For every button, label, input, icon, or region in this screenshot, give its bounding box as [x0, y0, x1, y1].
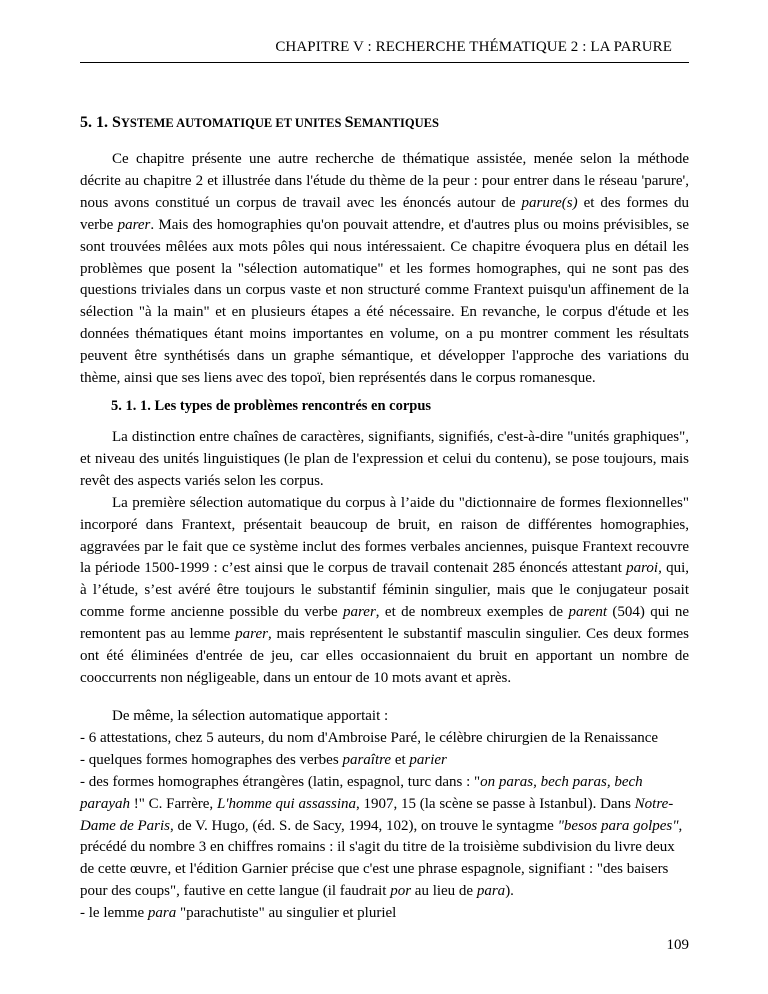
text-run: , de V. Hugo, (éd. S. de Sacy, 1994, 102), on trouve le syntagme [170, 817, 558, 834]
section-number: 5. 1. [80, 114, 112, 131]
italic-term: parer [343, 604, 376, 621]
italic-term: para [476, 883, 506, 900]
text-run: ). [505, 883, 514, 900]
section-title-part1: YSTEME AUTOMATIQUE ET UNITES [120, 116, 345, 130]
homograph-list [80, 706, 689, 925]
paragraph-distinction: La distinction entre chaînes de caractères, signifiants, signifiés, c'est-à-dire "unités graphiques", et niveau des unités linguistiques (le plan de l'expression et celui du contenu), se pose toujours, mais revêt des aspects variés selon les corpus. [80, 429, 689, 489]
italic-term: paraître [342, 751, 392, 768]
list-item [80, 772, 689, 903]
list-lead: De même, la sélection automatique apportait : [112, 708, 389, 724]
list-item [80, 750, 689, 772]
italic-term: parent [568, 604, 608, 621]
italic-term: Notre-Dame de Paris [80, 795, 674, 834]
section-title-initial: S [112, 114, 121, 131]
paragraph-selection [80, 493, 689, 690]
italic-term: parure(s) [521, 194, 578, 211]
text-run: (504) qui ne remontent pas au lemme [80, 604, 689, 643]
text-run: , mais représentent le substantif masculin singulier. Ces deux formes ont été éliminées d'entrée de jeu, car elles occasionnaient du bruit en apportant un nombre de cooccurrents non négligeable, dans un entour de 10 mots avant et après. [80, 626, 689, 686]
header-rule [80, 62, 689, 63]
italic-term: on paras, bech paras, bech parayah [80, 773, 643, 812]
italic-term: parer [117, 216, 151, 233]
text-run: , et de nombreux exemples de [375, 604, 569, 621]
text-run: "parachutiste" au singulier et pluriel [176, 905, 397, 922]
text-run: et des formes du verbe [80, 194, 689, 233]
section-title-part2: EMANTIQUES [353, 116, 439, 130]
body-paragraphs [80, 427, 689, 690]
text-run: Ce chapitre présente une autre recherche de thématique assistée, menée selon la méthode décrite au chapitre 2 et illustrée dans l'étude du thème de la peur : pour entrer dans le réseau 'parure', nous avons constitué un corpus de travail avec les énoncés autour de [80, 151, 689, 211]
section-heading [80, 114, 689, 132]
text-run: - quelques formes homographes des verbes [80, 751, 343, 768]
running-header: CHAPITRE V : RECHERCHE THÉMATIQUE 2 : LA PARURE [275, 39, 672, 55]
section-title-initial-2: S [344, 114, 354, 131]
italic-term: paroi, [626, 560, 662, 577]
text-run: , 1907, 15 (la scène se passe à Istanbul). Dans [356, 795, 635, 812]
text-run: au lieu de [411, 883, 477, 900]
text-run: et [391, 751, 410, 768]
italic-term: "besos para golpes" [557, 817, 679, 834]
list-item [80, 903, 689, 925]
text-run: - des formes homographes étrangères (latin, espagnol, turc dans : " [80, 773, 481, 790]
subsection-heading: 5. 1. 1. Les types de problèmes rencontrés en corpus [111, 398, 432, 414]
italic-term: por [390, 883, 412, 900]
list-item: - 6 attestations, chez 5 auteurs, du nom d'Ambroise Paré, le célèbre chirurgien de la Renaissance [80, 729, 659, 746]
page-number: 109 [666, 937, 689, 953]
italic-term: parer [235, 626, 268, 643]
text-run: - le lemme [80, 905, 148, 922]
italic-term: parier [409, 751, 447, 768]
intro-paragraph [80, 149, 689, 390]
italic-term: para [147, 905, 177, 922]
italic-term: L'homme qui assassina [216, 795, 356, 812]
text-run: . Mais des homographies qu'on pouvait attendre, et d'autres plus ou moins prévisibles, se sont trouvées mêlées aux mots pôles qui nous intéressaient. Ce chapitre évoquera plus en détail les problèmes que posent la "sélection automatique" et les formes homographes, qui ne sont pas des questions triviales dans un corpus vaste et non structuré comme Frantext puisqu'un affinement de la sélection "à la main" et en plusieurs étapes a été nécessaire. En revanche, le corpus d'étude et les données thématiques étant moins importantes en volume, on a pu montrer comment les résultats peuvent être synthétisés dans un graphe sémantique, et développer l'approche des variations du thème, ainsi que ses liens avec des topoï, bien représentés dans le corpus romanesque. [80, 216, 689, 387]
text-run: !" C. Farrère, [130, 795, 217, 812]
text-run: qui, à l’étude, s’est avéré être toujours le substantif féminin singulier, mais que le conjugateur posait comme forme ancienne possible du verbe [80, 560, 689, 621]
text-run: , précédé du nombre 3 en chiffres romains : il s'agit du titre de la troisième subdivision du livre deux de cette œuvre, et l'édition Garnier précise que c'est une phrase espagnole, signifiant : "des baisers pour des coups", fautive en cette langue (il faudrait [80, 817, 683, 900]
text-run: La première sélection automatique du corpus à l’aide du "dictionnaire de formes flexionnelles" incorporé dans Frantext, présentait beaucoup de bruit, en raison de différentes homographies, aggravées par le fait que ce système inclut des formes verbales anciennes, puisque Frantext recouvre la période 1500-1999 : c’est ainsi que le corpus de travail contenait 285 énoncés attestant [80, 494, 689, 577]
